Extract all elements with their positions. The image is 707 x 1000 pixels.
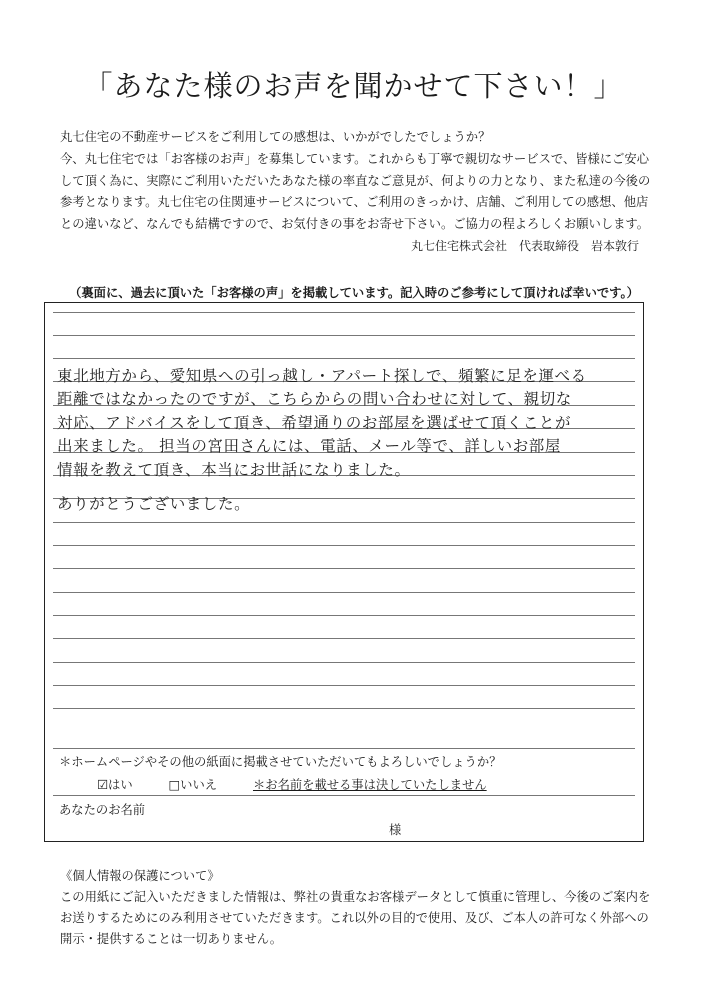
form-rule <box>53 312 635 313</box>
form-rule <box>53 685 635 686</box>
intro-text <box>60 127 660 236</box>
privacy-policy <box>60 866 680 950</box>
feedback-form <box>44 302 644 842</box>
yes-checkbox[interactable]: ☑はい <box>97 778 133 792</box>
form-rule <box>53 708 635 709</box>
intro-line: 丸七住宅の不動産サービスをご利用しての感想は、いかがでしたでしょうか？ <box>60 130 491 144</box>
privacy-line: お送りするためにのみ利用させていただきます。これ以外の目的で使用、及び、ご本人の許可なく外部への <box>60 911 649 925</box>
reference-notice: （裏面に、過去に頂いた「お客様の声」を掲載しています。記入時のご参考にして頂ければ幸いです。） <box>69 286 639 300</box>
form-rule <box>53 662 635 663</box>
handwritten-comment-line: 東北地方から、愛知県への引っ越し・アパート探しで、頻繁に足を運べる <box>57 367 587 385</box>
form-rule <box>53 615 635 616</box>
handwritten-comment-line: ありがとうございました。 <box>57 495 251 513</box>
name-privacy-note: ＊お名前を載せる事は決していたしません <box>252 778 487 792</box>
intro-line: して頂く為に、実際にご利用いただいたあなた様の率直なご意見が、何よりの力となり、また私達の今後の <box>60 173 651 188</box>
honorific-suffix: 様 <box>389 823 402 837</box>
form-rule <box>53 545 635 546</box>
publish-permission-question: ＊ホームページやその他の紙面に掲載させていただいてもよろしいでしょうか？ <box>59 755 502 769</box>
form-rule <box>53 358 635 359</box>
privacy-line: 開示・提供することは一切ありません。 <box>60 932 283 946</box>
publish-permission-choices <box>97 775 519 793</box>
form-rule <box>53 592 635 593</box>
handwritten-comment-line: 距離ではなかったのですが、こちらからの問い合わせに対して、親切な <box>57 390 572 408</box>
form-rule <box>53 568 635 569</box>
form-rule <box>53 638 635 639</box>
form-rule <box>53 522 635 523</box>
privacy-heading: 《個人情報の保護について》 <box>60 869 220 883</box>
handwritten-comment-line: 対応、アドバイスをして頂き、希望通りのお部屋を選ばせて頂くことが <box>57 414 572 432</box>
page-title: 「あなた様のお声を聞かせて下さい！」 <box>83 69 624 103</box>
company-signature: 丸七住宅株式会社 代表取締役 岩本敦行 <box>410 239 639 253</box>
handwritten-comment-line: 出来ました。 担当の宮田さんには、電話、メール等で、詳しいお部屋 <box>57 437 562 455</box>
intro-line: 参考となります。丸七住宅の住関連サービスについて、ご利用のきっかけ、店舗、ご利用しての感想、他店 <box>60 195 649 210</box>
name-label: あなたのお名前 <box>59 803 146 817</box>
form-divider <box>53 748 635 749</box>
intro-line: との違いなど、なんでも結構ですので、お気付きの事をお寄せ下さい。ご協力の程よろしくお願いします。 <box>60 217 650 232</box>
form-divider <box>53 795 635 796</box>
privacy-line: この用紙にご記入いただきました情報は、弊社の貴重なお客様データとして慎重に管理し、今後のご案内を <box>60 890 651 904</box>
form-rule <box>53 335 635 336</box>
no-checkbox[interactable]: □いいえ <box>168 778 218 792</box>
intro-line: 今、丸七住宅では「お客様のお声」を募集しています。これからも丁寧で親切なサービスで、皆様にご安心 <box>60 151 650 166</box>
handwritten-comment-line: 情報を教えて頂き、本当にお世話になりました。 <box>57 461 411 479</box>
